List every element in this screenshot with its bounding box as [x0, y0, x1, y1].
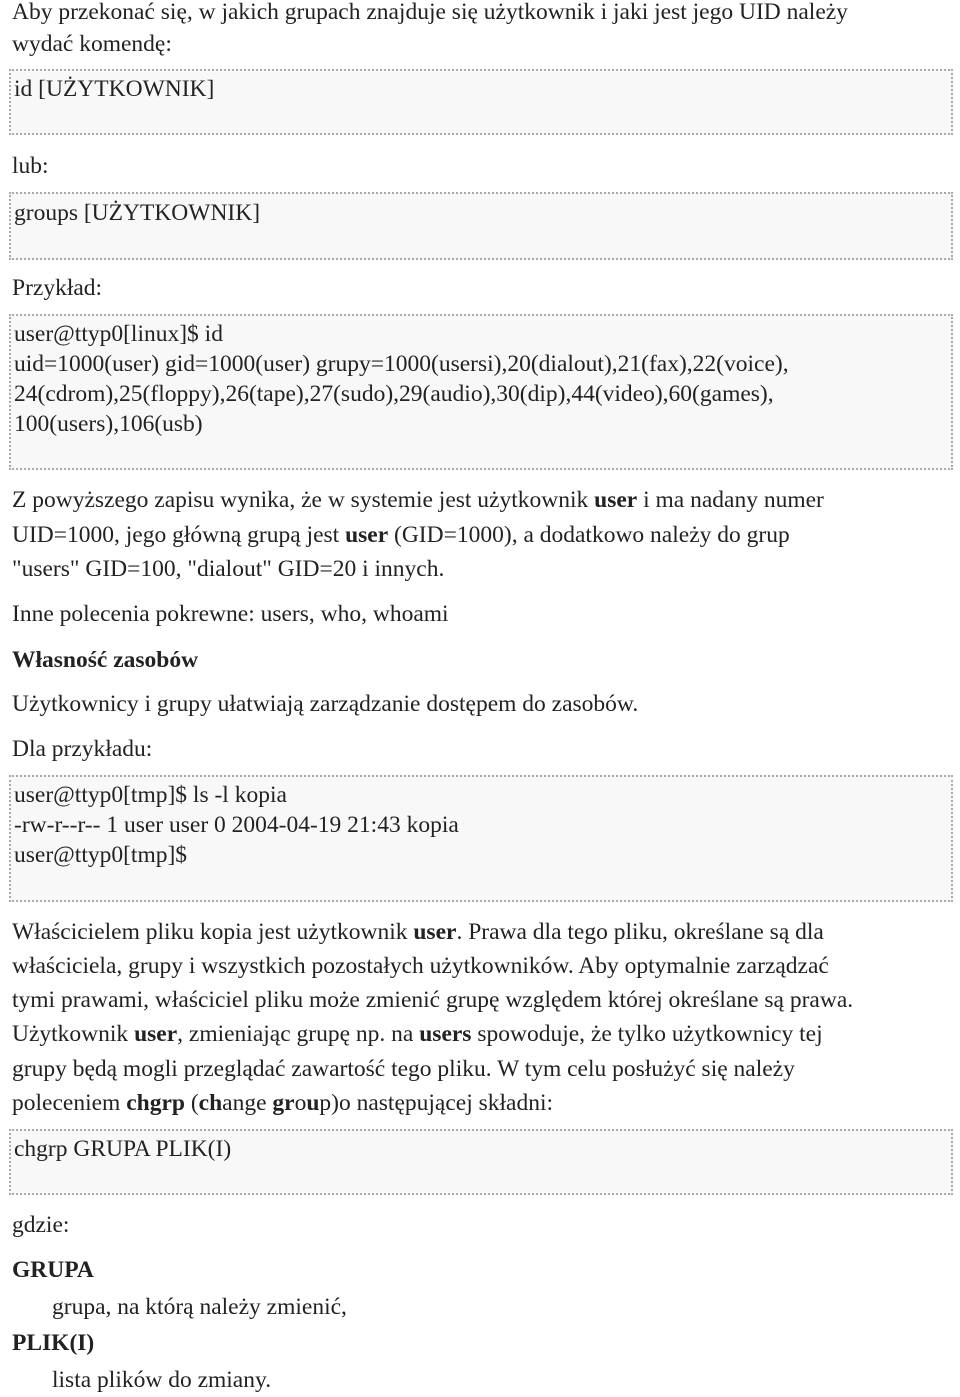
code-block-id	[9, 69, 953, 135]
bold-gr: gr	[272, 1090, 295, 1116]
text-span: spowoduje, że tylko użytkownicy tej	[471, 1021, 823, 1047]
paragraph-line: "users" GID=100, "dialout" GID=20 i innych.	[12, 556, 445, 582]
text-span: o	[294, 1090, 307, 1116]
text-span: i ma nadany numer	[637, 487, 824, 513]
text-span: , zmieniając grupę np. na	[177, 1021, 420, 1047]
section-heading: Własność zasobów	[12, 647, 199, 673]
code-line: groups [UŻYTKOWNIK]	[14, 200, 261, 226]
paragraph-line	[12, 520, 790, 550]
related-commands: Inne polecenia pokrewne: users, who, whoami	[12, 601, 449, 627]
intro-line-1: Aby przekonać się, w jakich grupach znajduje się użytkownik i jaki jest jego UID należy	[12, 0, 848, 25]
code-line: chgrp GRUPA PLIK(I)	[14, 1136, 232, 1162]
code-block-groups	[9, 192, 953, 260]
paragraph-2: Użytkownicy i grupy ułatwiają zarządzanie dostępem do zasobów.	[12, 691, 639, 717]
definition-term: PLIK(I)	[12, 1330, 95, 1356]
definition-desc: lista plików do zmiany.	[52, 1367, 272, 1393]
paragraph-line: właściciela, grupy i wszystkich pozostałych użytkowników. Aby optymalnie zarządzać	[12, 953, 829, 979]
code-line: 24(cdrom),25(floppy),26(tape),27(sudo),29(audio),30(dip),44(video),60(games),	[14, 381, 774, 407]
paragraph-line: grupy będą mogli przeglądać zawartość tego pliku. W tym celu posłużyć się należy	[12, 1056, 795, 1082]
lub-label: lub:	[12, 153, 49, 179]
text-span: ange	[222, 1090, 273, 1116]
code-line: user@ttyp0[tmp]$	[14, 842, 188, 868]
paragraph-line: tymi prawami, właściciel pliku może zmienić grupę względem której określane są prawa.	[12, 987, 854, 1013]
code-line: uid=1000(user) gid=1000(user) grupy=1000(usersi),20(dialout),21(fax),22(voice),	[14, 351, 789, 377]
code-block-example-output	[9, 314, 953, 470]
code-block-chgrp	[9, 1129, 953, 1195]
bold-user: user	[413, 919, 457, 945]
bold-users: users	[419, 1021, 472, 1047]
code-line: id [UŻYTKOWNIK]	[14, 76, 215, 102]
code-line: user@ttyp0[tmp]$ ls -l kopia	[14, 782, 287, 808]
paragraph-line	[12, 917, 824, 947]
paragraph-line	[12, 485, 824, 515]
text-span: poleceniem	[12, 1090, 127, 1116]
text-span: Właścicielem pliku kopia jest użytkownik	[12, 919, 414, 945]
bold-chgrp: chgrp	[126, 1090, 185, 1116]
example-label-2: Dla przykładu:	[12, 736, 153, 762]
gdzie-label: gdzie:	[12, 1212, 70, 1238]
bold-u: u	[306, 1090, 320, 1116]
text-span: Z powyższego zapisu wynika, że w systemie jest użytkownik	[12, 487, 595, 513]
paragraph-line	[12, 1019, 823, 1049]
text-span: Użytkownik	[12, 1021, 135, 1047]
text-span: . Prawa dla tego pliku, określane są dla	[456, 919, 824, 945]
example-label: Przykład:	[12, 275, 103, 301]
definition-desc: grupa, na którą należy zmienić,	[52, 1294, 347, 1320]
code-block-ls	[9, 775, 953, 902]
bold-user: user	[345, 522, 389, 548]
code-line: 100(users),106(usb)	[14, 411, 203, 437]
code-line: user@ttyp0[linux]$ id	[14, 321, 223, 347]
definition-term: GRUPA	[12, 1257, 94, 1283]
paragraph-line	[12, 1088, 553, 1118]
intro-line-2: wydać komendę:	[12, 31, 172, 57]
text-span: UID=1000, jego główną grupą jest	[12, 522, 346, 548]
bold-ch: ch	[198, 1090, 223, 1116]
text-span: (GID=1000), a dodatkowo należy do grup	[388, 522, 790, 548]
code-line: -rw-r--r-- 1 user user 0 2004-04-19 21:43 kopia	[14, 812, 459, 838]
bold-user: user	[594, 487, 638, 513]
bold-user: user	[134, 1021, 178, 1047]
text-span: p)o następującej składni:	[319, 1090, 554, 1116]
text-span: (	[184, 1090, 199, 1116]
